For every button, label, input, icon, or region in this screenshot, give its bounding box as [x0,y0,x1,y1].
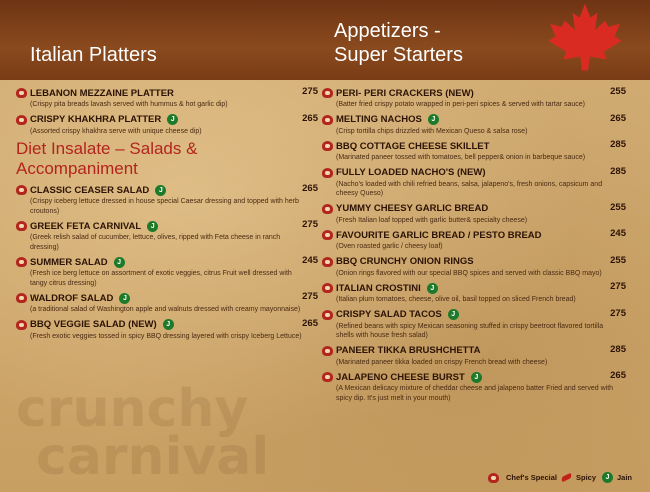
menu-item [16,183,318,216]
menu-item-name: SUMMER SALAD [30,256,108,268]
menu-item [16,318,318,342]
menu-item-name: CRISPY KHAKHRA PLATTER [30,114,162,125]
menu-item-description: (Onion rings flavored with our special BBQ spices and served with classic BBQ mayo) [336,269,602,277]
menu-item [322,202,626,226]
chef-special-icon [16,88,27,98]
menu-item-name: JALAPENO CHEESE BURST [336,371,465,383]
menu-item-description: (Italian plum tomatoes, cheese, olive oil, basil topped on sliced French bread) [336,296,576,303]
menu-item [322,255,626,279]
menu-item-header [322,281,626,295]
menu-item-description: (Crisp tortilla chips drizzled with Mexican Queso & salsa rose) [336,127,528,135]
left-title: Italian Platters [30,44,157,66]
menu-item [322,344,626,368]
menu-item-header [16,219,318,233]
menu-item-description: (Crispy pita breads lavash served with hummus & hot garlic dip) [30,101,228,108]
watermark-line2: carnival [36,427,270,487]
menu-item-price: 285 [610,343,626,355]
salads-list [16,183,318,341]
menu-item-name: BBQ CRUNCHY ONION RINGS [336,256,474,267]
menu-item [16,86,318,110]
menu-item-name: WALDROF SALAD [30,292,114,304]
menu-item-header [322,344,626,358]
menu-item-description: (a traditional salad of Washington apple and walnuts dressed with creamy mayonnaise) [30,306,301,313]
menu-item-price: 275 [302,291,318,302]
menu-item-description: (Crispy iceberg lettuce dressed in house special Caesar dressing and topped with herb croutons) [30,198,299,215]
menu-item [16,113,318,137]
menu-item [322,86,626,110]
menu-item-description: (Fresh Italian loaf topped with garlic butter& specialty cheese) [336,216,528,224]
menu-item-price: 285 [610,165,626,177]
menu-item [322,113,626,137]
menu-item-price: 265 [610,370,626,381]
jain-icon: J [119,293,130,304]
watermark-line1: crunchy [16,379,249,439]
menu-item-header [16,255,318,269]
menu-item-description: (Marinated paneer tikka loaded on crispy French bread with cheese) [336,358,548,366]
menu-item [322,281,626,305]
left-column [16,86,318,344]
menu-item-description: (Nacho's loaded with chili refried beans, salsa, jalapeno's, fresh onions, capsicum and cheesy Queso) [336,180,603,197]
menu-item-name: FULLY LOADED NACHO'S (NEW) [336,167,486,178]
chef-special-icon [322,204,333,214]
menu-item-header [322,228,626,242]
right-title-line1: Appetizers - [334,20,441,42]
menu-item-header [16,318,318,332]
chef-special-icon [322,88,333,98]
menu-item-description: (Oven roasted garlic / cheesy loaf) [336,243,443,250]
menu-item-description: (Greek relish salad of cucumber, lettuce, olives, ripped with Feta cheese in ranch dressing) [30,234,281,251]
jain-icon: J [147,221,158,232]
menu-item-header [16,86,318,100]
menu-item-name: BBQ VEGGIE SALAD (NEW) [30,319,157,330]
right-title-line2: Super Starters [334,44,463,66]
menu-item-name: YUMMY CHEESY GARLIC BREAD [336,203,489,214]
menu-item-price: 275 [302,219,318,230]
menu-item-price: 255 [610,201,626,213]
chef-special-icon [16,293,27,303]
appetizers-list [322,86,626,403]
menu-item-header [322,113,626,127]
jain-icon: J [167,114,178,125]
menu-item-header [322,308,626,322]
menu-item-header [322,370,626,384]
menu-item-header [322,255,626,269]
menu-item-name: LEBANON MEZZAINE PLATTER [30,87,174,99]
jain-icon: J [427,283,438,294]
chef-special-icon [322,141,333,151]
menu-item-header [322,202,626,216]
chili-icon [560,473,572,482]
menu-item-name: PANEER TIKKA BRUSHCHETTA [336,345,481,356]
menu-item-price: 275 [610,281,626,292]
menu-item-price: 255 [610,254,626,266]
chef-special-icon [322,230,333,240]
jain-icon: J [471,372,482,383]
menu-item-price: 265 [302,317,318,329]
legend-jain: Jain [617,473,633,482]
menu-item-price: 245 [302,255,318,266]
menu-item-description: (Batter fried crispy potato wrapped in peri-peri spices & served with tartar sauce) [336,101,585,108]
menu-item-description: (A Mexican delicacy mixture of cheddar cheese and jalapeno batter Fried and served with spicy dip. It's just melt in your mouth) [336,385,614,402]
menu-item-header [16,113,318,127]
menu-item-header [322,139,626,153]
salads-section-title: Diet Insalate – Salads & Accompaniment [16,139,198,178]
menu-item-description: (Marinated paneer tossed with tomatoes, bell pepper& onion in barbeque sauce) [336,154,586,161]
menu-item-description: (Refined beans with spicy Mexican seasoning stuffed in crispy beetroot flavored tortilla shells with house fresh salad) [336,322,604,339]
menu-item-name: PERI- PERI CRACKERS (NEW) [336,87,474,99]
menu-item-header [16,183,318,197]
menu-item-name: MELTING NACHOS [336,114,422,125]
jain-icon: J [155,185,166,196]
menu-item-price: 265 [302,183,318,194]
menu-item-price: 275 [302,86,318,97]
menu-item-price: 275 [610,307,626,319]
menu-item-name: BBQ COTTAGE CHEESE SKILLET [336,140,490,152]
right-column [322,86,626,406]
menu-item-price: 245 [610,228,626,239]
menu-item [322,166,626,199]
menu-item [322,370,626,403]
jain-icon: J [163,319,174,330]
menu-item-description: (Fresh ice berg lettuce on assortment of exotic veggies, citrus Fruit well dressed with tangy citrus dressing) [30,270,292,287]
jain-icon: J [602,472,613,483]
menu-item-description: (Fresh exotic veggies tossed in spicy BBQ dressing layered with crispy Iceberg Lettuce) [30,332,302,340]
menu-item-name: FAVOURITE GARLIC BREAD / PESTO BREAD [336,229,542,241]
legend-chef-special: Chef's Special [506,473,557,482]
legend-spicy: Spicy [575,473,596,482]
menu-item-name: CLASSIC CEASER SALAD [30,184,150,196]
chef-special-icon [322,372,333,382]
chef-special-icon [16,221,27,231]
chef-special-icon [322,168,333,178]
menu-item [16,291,318,315]
menu-item-header [322,166,626,180]
jain-icon: J [114,257,125,268]
chef-special-icon [322,310,333,320]
menu-item-price: 265 [610,112,626,124]
chef-special-icon [322,346,333,356]
menu-item-name: GREEK FETA CARNIVAL [30,220,142,232]
menu-item [322,139,626,163]
legend [488,472,632,483]
menu-item [16,219,318,252]
menu-item-price: 265 [302,112,318,124]
menu-item-header [16,291,318,305]
menu-item-price: 285 [610,139,626,150]
chef-special-icon [322,115,333,125]
chef-special-icon [488,473,499,483]
menu-item [322,308,626,341]
chef-special-icon [16,115,27,125]
menu-item-price: 255 [610,86,626,97]
maple-leaf-icon [546,2,624,72]
chef-special-icon [322,283,333,293]
chef-special-icon [322,257,333,267]
jain-icon: J [428,114,439,125]
menu-item-name: ITALIAN CROSTINI [336,282,421,294]
chef-special-icon [16,257,27,267]
menu-item-header [322,86,626,100]
menu-item [322,228,626,252]
chef-special-icon [16,185,27,195]
platters-list [16,86,318,136]
menu-item [16,255,318,288]
menu-item-description: (Assorted crispy khakhra serve with unique cheese dip) [30,127,202,135]
chef-special-icon [16,320,27,330]
jain-icon: J [448,309,459,320]
menu-item-name: CRISPY SALAD TACOS [336,309,442,320]
